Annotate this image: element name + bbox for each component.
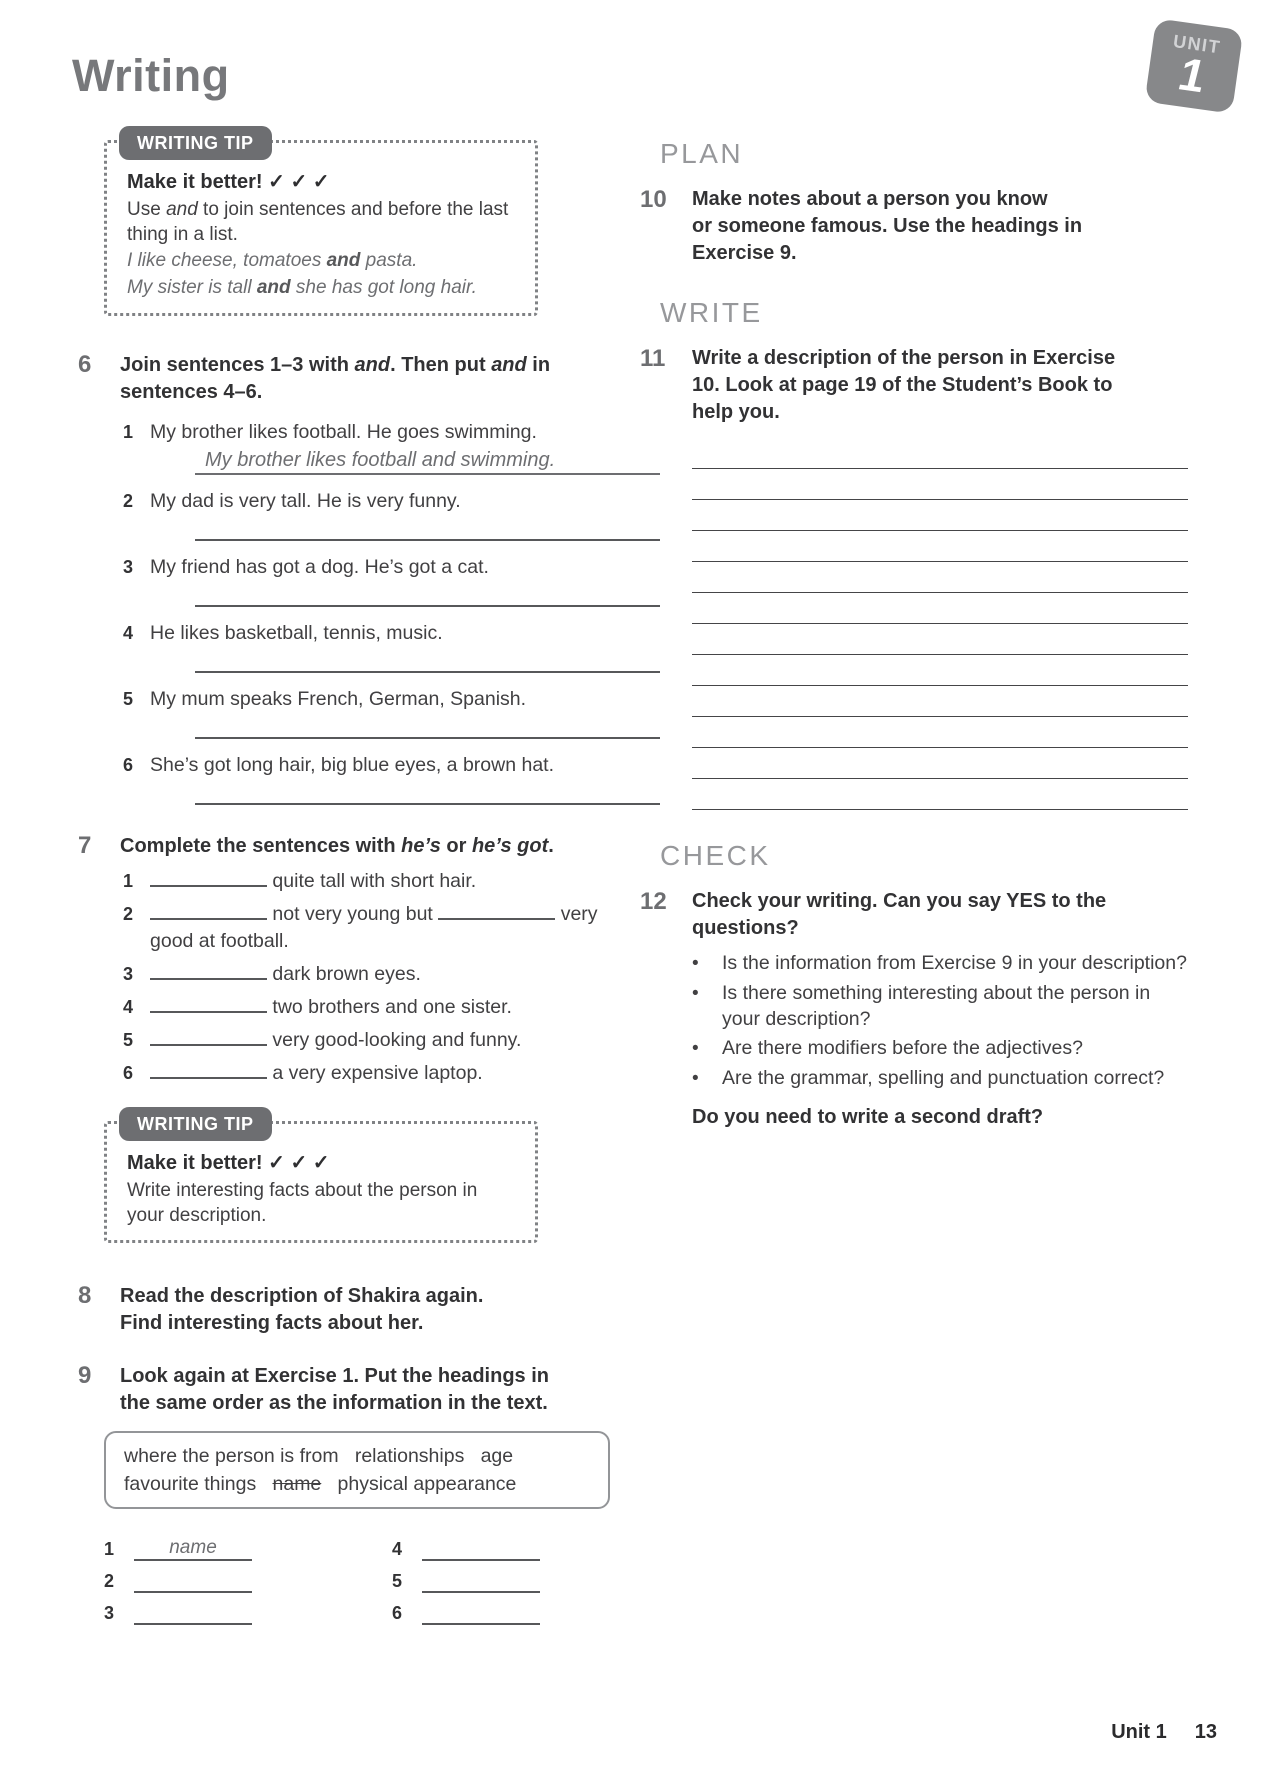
item-number: 1 (123, 422, 134, 442)
item-number: 6 (123, 755, 134, 775)
tip-body: Use and to join sentences and before the last thing in a list. (127, 199, 509, 245)
exercise-number: 6 (78, 351, 92, 378)
list-item (123, 620, 618, 647)
item-number: 4 (392, 1539, 403, 1559)
bullet-item (692, 1035, 1192, 1062)
item-number: 2 (123, 491, 134, 511)
bullet-text: Is there something interesting about the person in your description? (722, 982, 1151, 1030)
blank-line (195, 605, 660, 607)
mini-blank (134, 1601, 252, 1625)
exercise-7-items (123, 868, 618, 1087)
bullet-item (692, 1065, 1192, 1092)
list-item (123, 686, 618, 713)
write-line (692, 531, 1188, 562)
write-line (692, 562, 1188, 593)
write-line (692, 655, 1188, 686)
item-sentence: not very young but very good at football. (150, 903, 598, 952)
exercise-number: 7 (78, 832, 92, 859)
item-number: 4 (123, 623, 134, 643)
writing-tip-box-1 (104, 133, 538, 316)
bullet-icon: • (692, 983, 699, 1004)
exercise-12-header (640, 888, 1192, 942)
answer-slot (104, 1569, 392, 1593)
answer-slot (392, 1601, 618, 1625)
write-line (692, 686, 1188, 717)
item-number: 3 (123, 964, 134, 984)
item-sentence: two brothers and one sister. (150, 994, 512, 1021)
tip-body: Write interesting facts about the person in your description. (127, 1180, 478, 1226)
exercise-10-header (640, 186, 1192, 267)
tip-example: My sister is tall and she has got long hair. (127, 277, 477, 298)
tip-heading: Make it better! ✓ ✓ ✓ (127, 1152, 330, 1174)
item-sentence: My brother likes football. He goes swimming. (150, 421, 537, 443)
mini-blank (422, 1601, 540, 1625)
bullet-icon: • (692, 1038, 699, 1059)
footer-page-number: 13 (1194, 1721, 1217, 1743)
item-number: 6 (392, 1603, 403, 1623)
item-number: 5 (123, 1030, 134, 1050)
right-column (640, 128, 1192, 1129)
final-question: Do you need to write a second draft? (692, 1106, 1044, 1128)
list-item (123, 554, 618, 581)
write-line (692, 593, 1188, 624)
item-sentence: He likes basketball, tennis, music. (150, 622, 443, 644)
check-questions (692, 950, 1192, 1092)
item-sentence: My mum speaks French, German, Spanish. (150, 688, 527, 710)
bullet-text: Are there modifiers before the adjectives? (722, 1037, 1083, 1059)
answer-slot (104, 1537, 392, 1561)
list-item (123, 419, 618, 446)
page-footer (1111, 1721, 1217, 1744)
item-sentence: My dad is very tall. He is very funny. (150, 490, 461, 512)
exercise-11-header (640, 345, 1192, 426)
answer-slot (392, 1537, 618, 1561)
item-sentence: a very expensive laptop. (150, 1060, 483, 1087)
exercise-number: 12 (640, 888, 667, 915)
list-item (123, 961, 618, 988)
answer-slot (104, 1601, 392, 1625)
word-box-line: where the person is from relationships age (124, 1445, 514, 1467)
exercise-title: Write a description of the person in Exercise 10. Look at page 19 of the Student’s Book to help you. (692, 347, 1116, 423)
write-line (692, 779, 1188, 810)
bullet-icon: • (692, 1068, 699, 1089)
item-number: 1 (123, 871, 134, 891)
item-number: 6 (123, 1063, 134, 1083)
unit-badge-label: UNIT (1171, 30, 1223, 58)
exercise-9-answer-grid (104, 1537, 618, 1625)
page-title: Writing (72, 50, 230, 101)
writing-tip-box-2 (104, 1114, 538, 1243)
item-number: 3 (123, 557, 134, 577)
bullet-item (692, 950, 1192, 977)
exercise-6-header (78, 352, 618, 406)
exercise-number: 8 (78, 1282, 92, 1309)
exercise-title: Complete the sentences with he’s or he’s got. (120, 835, 554, 857)
mini-blank: name (134, 1537, 252, 1561)
exercise-7-header (78, 833, 618, 860)
item-sentence: very good-looking and funny. (150, 1027, 521, 1054)
writing-lines (692, 438, 1188, 810)
exercise-title: Check your writing. Can you say YES to the questions? (692, 890, 1107, 939)
section-heading-check: CHECK (660, 840, 771, 871)
write-line (692, 500, 1188, 531)
write-line (692, 748, 1188, 779)
unit-badge-number: 1 (1173, 47, 1212, 103)
list-item (123, 1060, 618, 1087)
section-heading-plan: PLAN (660, 138, 744, 169)
item-number: 5 (123, 689, 134, 709)
blank-line (195, 803, 660, 805)
tip-example: I like cheese, tomatoes and pasta. (127, 250, 418, 271)
exercise-title: Join sentences 1–3 with and. Then put and in sentences 4–6. (120, 354, 551, 403)
list-item (123, 488, 618, 515)
exercise-8-header (78, 1283, 618, 1337)
exercise-number: 9 (78, 1362, 92, 1389)
mini-blank (134, 1569, 252, 1593)
item-sentence: My friend has got a dog. He’s got a cat. (150, 556, 489, 578)
writing-tip-badge: WRITING TIP (119, 1107, 272, 1141)
item-number: 1 (104, 1539, 115, 1559)
list-item (123, 994, 618, 1021)
item-sentence: She’s got long hair, big blue eyes, a brown hat. (150, 754, 554, 776)
bullet-icon: • (692, 953, 699, 974)
write-line (692, 469, 1188, 500)
left-column (78, 130, 618, 1625)
blank-line (195, 671, 660, 673)
section-heading-write: WRITE (660, 297, 763, 328)
list-item (123, 1027, 618, 1054)
exercise-title: Make notes about a person you know or someone famous. Use the headings in Exercise 9. (692, 188, 1083, 264)
write-line (692, 717, 1188, 748)
exercise-9-header (78, 1363, 618, 1417)
exercise-6-items (123, 419, 618, 805)
exercise-title: Read the description of Shakira again. Find interesting facts about her. (120, 1285, 484, 1334)
item-sentence: quite tall with short hair. (150, 868, 476, 895)
blank-line (195, 737, 660, 739)
list-item (123, 868, 618, 895)
exercise-title: Look again at Exercise 1. Put the headings in the same order as the information in the text. (120, 1365, 550, 1414)
write-line (692, 438, 1188, 469)
unit-badge (1145, 18, 1244, 113)
item-number: 4 (123, 997, 134, 1017)
answer-slot (392, 1569, 618, 1593)
word-box-line: favourite things name physical appearance (124, 1473, 517, 1495)
write-line (692, 624, 1188, 655)
bullet-text: Are the grammar, spelling and punctuation correct? (722, 1067, 1165, 1089)
item-number: 2 (123, 904, 134, 924)
word-box (104, 1431, 610, 1509)
list-item (123, 901, 618, 955)
tip-heading: Make it better! ✓ ✓ ✓ (127, 171, 330, 193)
item-sentence: dark brown eyes. (150, 961, 421, 988)
list-item (123, 752, 618, 779)
mini-blank (422, 1537, 540, 1561)
writing-tip-badge: WRITING TIP (119, 126, 272, 160)
mini-blank (422, 1569, 540, 1593)
item-number: 3 (104, 1603, 115, 1623)
exercise-number: 10 (640, 186, 667, 213)
bullet-item (692, 980, 1192, 1032)
item-number: 2 (104, 1571, 115, 1591)
item-number: 5 (392, 1571, 403, 1591)
bullet-text: Is the information from Exercise 9 in your description? (722, 952, 1187, 974)
answer-line: My brother likes football and swimming. (195, 448, 660, 475)
exercise-number: 11 (640, 345, 666, 372)
footer-unit-label: Unit 1 (1111, 1721, 1167, 1743)
blank-line (195, 539, 660, 541)
